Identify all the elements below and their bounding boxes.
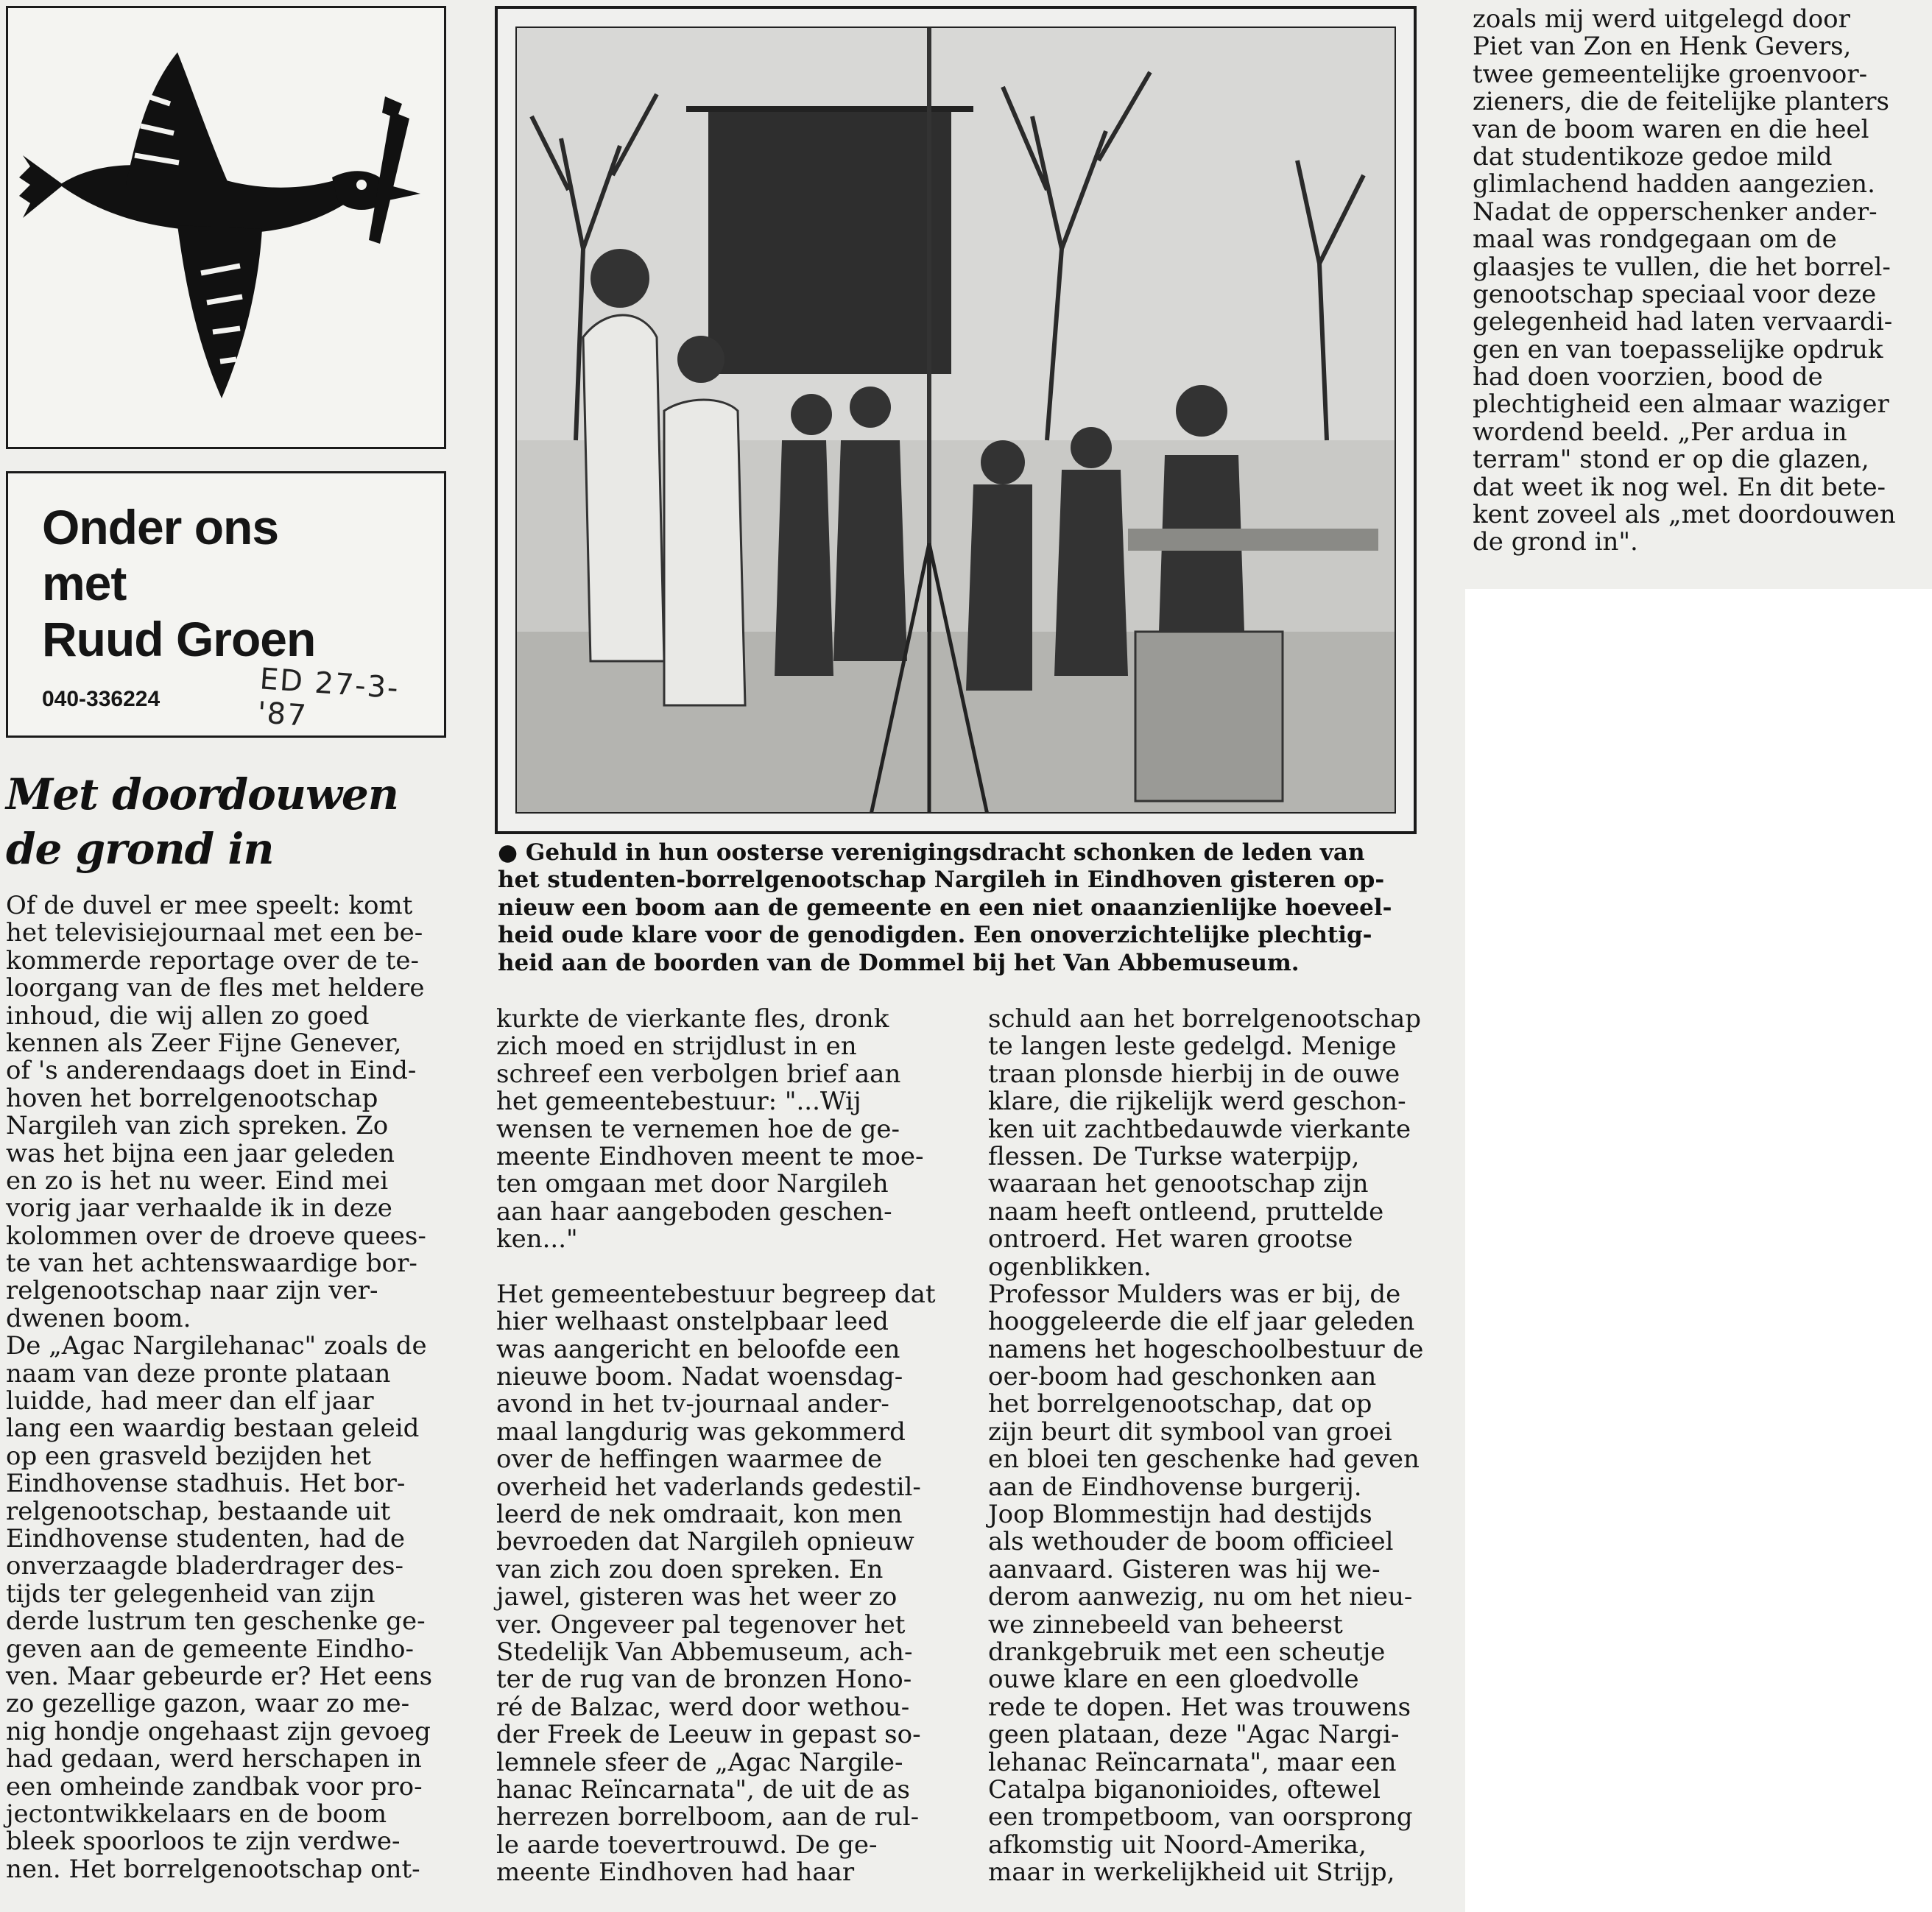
- text-line: van zich zou doen spreken. En: [496, 1554, 884, 1584]
- text-line: bevroeden dat Nargileh opnieuw: [496, 1527, 914, 1557]
- text-line: aan haar aangeboden geschen-: [496, 1196, 892, 1227]
- text-line: ken...": [496, 1224, 578, 1255]
- text-line: Joop Blommestijn had destijds: [988, 1500, 1372, 1530]
- text-line: nen. Het borrelgenootschap ont-: [6, 1854, 420, 1884]
- text-line: Catalpa biganonioides, oftewel: [988, 1774, 1381, 1805]
- text-line-spacer: [496, 1254, 936, 1281]
- caption-line: nieuw een boom aan de gemeente en een niet onaanzienlijke hoeveel-: [498, 894, 1392, 921]
- text-line: leerd de nek omdraait, kon men: [496, 1500, 903, 1530]
- text-line: loorgang van de fles met heldere: [6, 973, 425, 1003]
- text-line: als wethouder de boom officieel: [988, 1527, 1394, 1557]
- text-line: een trompetboom, van oorsprong: [988, 1802, 1413, 1832]
- text-line: glaasjes te vullen, die het borrel-: [1473, 252, 1891, 282]
- text-line: dwenen boom.: [6, 1303, 191, 1333]
- column-title: [42, 499, 315, 667]
- text-line: maal was rondgegaan om de: [1473, 225, 1837, 255]
- text-line: traan plonsde hierbij in de ouwe: [988, 1059, 1400, 1089]
- text-line: Piet van Zon en Henk Gevers,: [1473, 32, 1852, 62]
- caption-line: het studenten-borrelgenootschap Nargileh in Eindhoven gisteren op-: [498, 867, 1385, 894]
- column-header-box: [6, 471, 446, 738]
- text-line: het gemeentebestuur: "...Wij: [496, 1087, 861, 1117]
- article-column-4: [1473, 6, 1896, 557]
- text-line: ontroerd. Het waren grootse: [988, 1224, 1353, 1255]
- text-line: was het bijna een jaar geleden: [6, 1138, 395, 1168]
- text-line: het televisiejournaal met een be-: [6, 918, 423, 948]
- text-line: nig hondje ongehaast zijn gevoeg: [6, 1716, 431, 1746]
- text-line: zo gezellige gazon, waar zo me-: [6, 1689, 410, 1719]
- article-photo: [495, 6, 1417, 834]
- text-line: kolommen over de droeve quees-: [6, 1221, 426, 1251]
- photo-scene: [515, 27, 1396, 814]
- text-line: van de boom waren en die heel: [1473, 114, 1869, 144]
- text-line: lehanac Reïncarnata", maar een: [988, 1747, 1397, 1777]
- headline-line: Met doordouwen: [6, 769, 398, 819]
- text-line: afkomstig uit Noord-Amerika,: [988, 1830, 1367, 1860]
- text-line: jawel, gisteren was het weer zo: [496, 1582, 898, 1612]
- text-line: inhoud, die wij allen zo goed: [6, 1001, 370, 1031]
- text-line: drankgebruik met een scheutje: [988, 1637, 1386, 1667]
- text-line: Nadat de opperschenker ander-: [1473, 197, 1878, 227]
- photo-caption: [498, 839, 1392, 977]
- headline-line: de grond in: [6, 824, 274, 874]
- text-line: kennen als Zeer Fijne Genever,: [6, 1028, 402, 1058]
- column-logo-box: [6, 6, 446, 449]
- text-line: te van het achtenswaardige bor-: [6, 1249, 417, 1279]
- text-line: hanac Reïncarnata", de uit de as: [496, 1774, 910, 1805]
- text-line: zich moed en strijdlust in en: [496, 1031, 857, 1062]
- text-line: maar in werkelijkheid uit Strijp,: [988, 1858, 1395, 1888]
- caption-line: heid aan de boorden van de Dommel bij het Van Abbemuseum.: [498, 949, 1300, 976]
- text-line: glimlachend hadden aangezien.: [1473, 169, 1875, 200]
- text-line: luidde, had meer dan elf jaar: [6, 1386, 374, 1417]
- text-line: terram" stond er op die glazen,: [1473, 445, 1869, 475]
- text-line: namens het hogeschoolbestuur de: [988, 1334, 1424, 1364]
- text-line: flessen. De Turkse waterpijp,: [988, 1141, 1360, 1171]
- text-line: lemnele sfeer de „Agac Nargile-: [496, 1747, 903, 1777]
- text-line: Professor Mulders was er bij, de: [988, 1279, 1401, 1309]
- text-line: avond in het tv-journaal ander-: [496, 1389, 889, 1419]
- text-line: en bloei ten geschenke had geven: [988, 1444, 1420, 1475]
- text-line: naam heeft ontleend, pruttelde: [988, 1196, 1384, 1227]
- text-line: de grond in".: [1473, 527, 1638, 557]
- text-line: en zo is het nu weer. Eind mei: [6, 1165, 389, 1196]
- text-line: was aangericht en beloofde een: [496, 1334, 900, 1364]
- text-line: ten omgaan met door Nargileh: [496, 1169, 889, 1199]
- caption-line: ● Gehuld in hun oosterse verenigingsdracht schonken de leden van: [498, 839, 1365, 866]
- article-headline: [6, 767, 398, 876]
- text-line: ter de rug van de bronzen Hono-: [496, 1665, 912, 1695]
- text-line: het borrelgenootschap, dat op: [988, 1389, 1372, 1419]
- text-line: tijds ter gelegenheid van zijn: [6, 1578, 376, 1609]
- text-line: schreef een verbolgen brief aan: [496, 1059, 901, 1089]
- text-line: had doen voorzien, bood de: [1473, 362, 1823, 392]
- text-line: herrezen borrelboom, aan de rul-: [496, 1802, 920, 1832]
- text-line: kommerde reportage over de te-: [6, 945, 419, 976]
- text-line: aan de Eindhovense burgerij.: [988, 1472, 1362, 1502]
- text-line: overheid het vaderlands gedestil-: [496, 1472, 921, 1502]
- text-line: kent zoveel als „met doordouwen: [1473, 500, 1896, 530]
- column-title-line: Onder ons: [42, 500, 279, 554]
- text-line: dat weet ik nog wel. En dit bete-: [1473, 472, 1886, 502]
- text-line: der Freek de Leeuw in gepast so-: [496, 1720, 921, 1750]
- text-line: Het gemeentebestuur begreep dat: [496, 1279, 936, 1309]
- text-line: wordend beeld. „Per ardua in: [1473, 417, 1847, 447]
- text-line: hooggeleerde die elf jaar geleden: [988, 1307, 1415, 1337]
- text-line: jectontwikkelaars en de boom: [6, 1799, 387, 1829]
- article-column-1: [6, 892, 432, 1883]
- text-line: geen plataan, deze "Agac Nargi-: [988, 1720, 1400, 1750]
- text-line: gelegenheid had laten vervaardi-: [1473, 307, 1893, 337]
- text-line: le aarde toevertrouwd. De ge-: [496, 1830, 878, 1860]
- text-line: Eindhovense stadhuis. Het bor-: [6, 1469, 406, 1499]
- text-line: op een grasveld bezijden het: [6, 1441, 371, 1471]
- text-line: relgenootschap, bestaande uit: [6, 1496, 391, 1526]
- text-line: schuld aan het borrelgenootschap: [988, 1004, 1422, 1034]
- text-line: zijn beurt dit symbool van groei: [988, 1417, 1392, 1447]
- text-line: bleek spoorloos te zijn verdwe-: [6, 1827, 401, 1857]
- text-line: klare, die rijkelijk werd geschon-: [988, 1087, 1406, 1117]
- text-line: ver. Ongeveer pal tegenover het: [496, 1609, 906, 1640]
- text-line: een omheinde zandbak voor pro-: [6, 1771, 423, 1802]
- column-phone: 040-336224: [42, 687, 161, 711]
- text-line: Of de duvel er mee speelt: komt: [6, 891, 413, 920]
- text-line: genootschap speciaal voor deze: [1473, 279, 1877, 309]
- text-line: vorig jaar verhaalde ik in deze: [6, 1193, 392, 1224]
- article-column-2: [496, 1006, 936, 1887]
- article-column-3: [988, 1006, 1423, 1887]
- text-line: waaraan het genootschap zijn: [988, 1169, 1369, 1199]
- text-line: ouwe klare en een gloedvolle: [988, 1665, 1359, 1695]
- caption-line: heid oude klare voor de genodigden. Een onoverzichtelijke plechtig-: [498, 922, 1372, 949]
- text-line: plechtigheid een almaar waziger: [1473, 389, 1889, 420]
- text-line: hier welhaast onstelpbaar leed: [496, 1307, 889, 1337]
- text-line: meente Eindhoven meent te moe-: [496, 1141, 924, 1171]
- text-line: Eindhovense studenten, had de: [6, 1523, 406, 1553]
- text-line: hoven het borrelgenootschap: [6, 1083, 378, 1113]
- text-line: geven aan de gemeente Eindho-: [6, 1634, 414, 1664]
- text-line: gen en van toepasselijke opdruk: [1473, 334, 1883, 364]
- column-title-line: met: [42, 556, 127, 610]
- text-line: zoals mij werd uitgelegd door: [1473, 4, 1850, 34]
- text-line: relgenootschap naar zijn ver-: [6, 1276, 378, 1306]
- text-line: te langen leste gedelgd. Menige: [988, 1031, 1397, 1062]
- ceremony-photo-icon: [517, 28, 1396, 814]
- text-line: we zinnebeeld van beheerst: [988, 1609, 1343, 1640]
- handwritten-date-note: ED 27-3-'87: [256, 662, 401, 733]
- text-line: Stedelijk Van Abbemuseum, ach-: [496, 1637, 913, 1667]
- text-line: kurkte de vierkante fles, dronk: [496, 1004, 889, 1034]
- text-line: onverzaagde bladerdrager des-: [6, 1551, 403, 1581]
- text-line: Nargileh van zich spreken. Zo: [6, 1111, 389, 1141]
- text-line: dat studentikoze gedoe mild: [1473, 141, 1833, 172]
- text-line: derom aanwezig, nu om het nieu-: [988, 1582, 1413, 1612]
- text-line: meente Eindhoven had haar: [496, 1858, 855, 1888]
- text-line: ven. Maar gebeurde er? Het eens: [6, 1661, 433, 1691]
- text-line: lang een waardig bestaan geleid: [6, 1414, 420, 1444]
- text-line: nieuwe boom. Nadat woensdag-: [496, 1362, 903, 1392]
- text-line: wensen te vernemen hoe de ge-: [496, 1114, 900, 1144]
- bird-with-pen-logo-icon: [8, 8, 444, 447]
- text-line: ré de Balzac, werd door wethou-: [496, 1692, 910, 1722]
- text-line: had gedaan, werd herschapen in: [6, 1744, 422, 1774]
- column-title-line: Ruud Groen: [42, 612, 316, 666]
- text-line: naam van deze pronte plataan: [6, 1358, 391, 1389]
- text-line: derde lustrum ten geschenke ge-: [6, 1606, 426, 1637]
- text-line: De „Agac Nargilehanac" zoals de: [6, 1331, 427, 1361]
- text-line: maal langdurig was gekommerd: [496, 1417, 906, 1447]
- text-line: zieners, die de feitelijke planters: [1473, 87, 1889, 117]
- text-line: rede te dopen. Het was trouwens: [988, 1692, 1411, 1722]
- text-line: of 's anderendaags doet in Eind-: [6, 1056, 417, 1086]
- text-line: over de heffingen waarmee de: [496, 1444, 883, 1475]
- text-line: twee gemeentelijke groenvoor-: [1473, 59, 1868, 89]
- text-line: aanvaard. Gisteren was hij we-: [988, 1554, 1381, 1584]
- text-line: ogenblikken.: [988, 1252, 1152, 1282]
- text-line: ken uit zachtbedauwde vierkante: [988, 1114, 1411, 1144]
- text-line: oer-boom had geschonken aan: [988, 1362, 1377, 1392]
